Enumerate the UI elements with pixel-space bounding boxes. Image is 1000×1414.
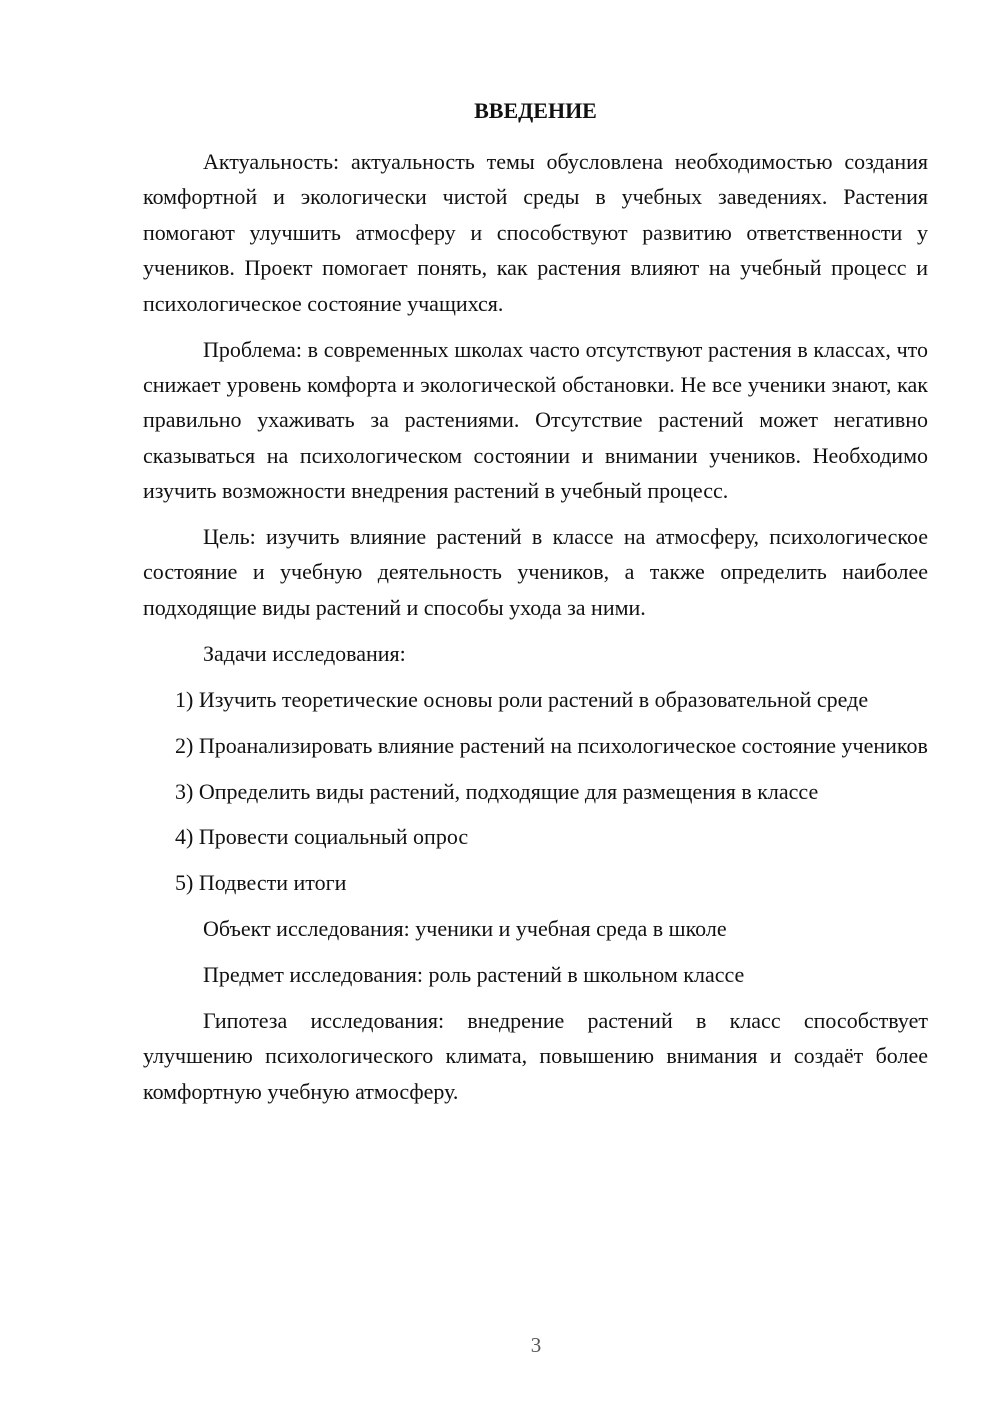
- section-title: ВВЕДЕНИЕ: [474, 98, 597, 123]
- object-paragraph: Объект исследования: ученики и учебная среда в школе: [203, 916, 727, 942]
- task-item: 2) Проанализировать влияние растений на психологическое состояние учеников: [175, 732, 928, 758]
- problem-paragraph: Проблема: в современных школах часто отсутствуют растения в классах, что снижает уровень комфорта и экологической обстановки. Не все ученики знают, как правильно ухаживать за растениями. Отсутствие растений может негативно сказываться на психологическом состоянии и внимании учеников. Необходимо изучить возможности внедрения растений в учебный процесс.: [143, 336, 928, 504]
- task-item: 4) Провести социальный опрос: [175, 824, 469, 850]
- relevance-paragraph: Актуальность: актуальность темы обусловлена необходимостью создания комфортной и экологически чистой среды в учебных заведениях. Растения помогают улучшить атмосферу и способствуют развитию ответственности у учеников. Проект помогает понять, как растения влияют на учебный процесс и психологическое состояние учащихся.: [143, 149, 928, 316]
- tasks-heading: Задачи исследования:: [203, 640, 406, 666]
- task-item: 1) Изучить теоретические основы роли растений в образовательной среде: [175, 686, 869, 712]
- goal-paragraph: Цель: изучить влияние растений в классе на атмосферу, психологическое состояние и учебную деятельность учеников, а также определить наиболее подходящие виды растений и способы ухода за ними.: [143, 524, 928, 620]
- page-number: 3: [530, 1333, 542, 1357]
- subject-paragraph: Предмет исследования: роль растений в школьном классе: [203, 962, 745, 988]
- task-item: 3) Определить виды растений, подходящие для размещения в классе: [175, 778, 819, 804]
- document-page: [143, 95, 928, 1120]
- hypothesis-paragraph: Гипотеза исследования: внедрение растений в класс способствует улучшению психологического климата, повышению внимания и создаёт более комфортную учебную атмосферу.: [143, 1008, 928, 1104]
- task-item: 5) Подвести итоги: [175, 870, 347, 896]
